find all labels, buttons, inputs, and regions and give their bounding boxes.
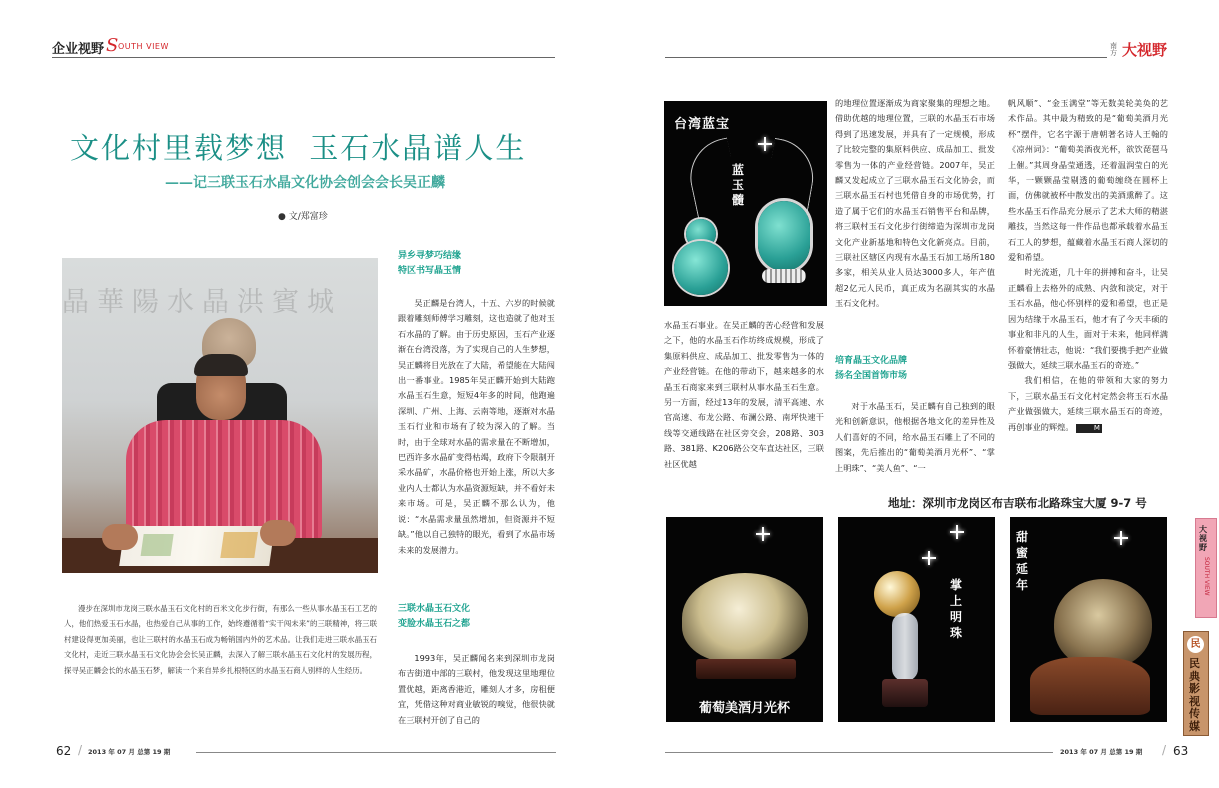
left-page-number: 62 (56, 744, 72, 758)
column5-paragraph-3-text: 我们相信，在他的带领和大家的努力下，三联水晶玉石文化村定然会将玉石水晶产业做强做大，延续三联水晶玉石的奇迹，再创事业的辉煌。 (1008, 375, 1168, 432)
blue-label: 台湾蓝宝 (674, 117, 731, 132)
right-footer (665, 744, 1195, 760)
logo-text: 大视野 (1122, 41, 1168, 59)
column2-text-1 (398, 296, 555, 558)
grape-cup-base (696, 659, 796, 679)
column4-paragraph-1: 的地理位置逐渐成为商家聚集的理想之地。借助优越的地理位置，三联的水晶玉石市场得到了迅速发展，并具有了一定规模，形成了比较完整的集原料供应、成品加工、批发零售为一体的产业经营链。2007年，吴正麟又发起成立了三联水晶玉石文化协会，而三联水晶玉石村也凭借自身的市场优势，打造了属于它们的水晶玉石销售平台和品牌，将三联村玉石文化步行街缔造为深圳市龙岗文化产业新基地和特色文化新亮点。目前，三联社区辖区内现有水晶玉石加工场所180多家，相关从业人员达3000多人，年产值超2亿元人民币，真正成为名副其实的水晶玉石文化村。 (835, 98, 995, 309)
palm-base (882, 679, 928, 707)
media-badge-text: 民典影视传媒 (1189, 657, 1200, 733)
article-subtitle: ——记三联玉石水晶文化协会创会会长吴正麟 (165, 175, 445, 191)
grape-cup-photo (666, 517, 823, 722)
person-hands (102, 524, 138, 550)
person-hair (194, 354, 248, 376)
blue-vertical-label: 蓝玉髓 (732, 163, 745, 207)
grape-label: 葡萄美酒月光杯 (698, 701, 790, 716)
column5-paragraph-1: 帆风顺”、“金玉满堂”等无数美轮美奂的艺术作品。其中最为精致的是“葡萄美酒月光杯”摆件，它名字源于唐朝著名诗人王翰的《凉州词》：“葡萄美酒夜光杯，欲饮琵琶马上催。”其周身晶莹通透，还着温润莹白的光华，一颗颗晶莹剔透的葡萄缠绕在圆杯上面，仿佛就被杯中散发出的美酒熏醉了。这些水晶玉石作品充分展示了艺术大师的精湛雕技，当然这每一件作品也都承载着水晶玉石工人的梦想，蕴藏着水晶玉石商人深切的爱和希望。 (1008, 98, 1168, 263)
column2-text-2 (398, 651, 555, 728)
oval-pendant-crystals (762, 269, 806, 283)
left-footer (56, 744, 556, 760)
grape-cup-sculpture (682, 573, 808, 663)
magazine (119, 526, 275, 566)
column5-paragraph-2: 时光流逝，几十年的拼搏和奋斗，让吴正麟看上去格外的成熟、内敛和淡定，对于玉石水晶，他心怀别样的爱和希望，也正是因为结缘于水晶玉石，他才有了今天丰硕的事业和非凡的人生，面对于未来，他同样满怀着豪情壮志，他说：“我们要携手把产业做强做大，延续三联水晶玉石的奇迹。” (1008, 267, 1168, 370)
section1-heading-line2: 特区书写晶玉情 (398, 266, 462, 276)
sweet-label: 甜蜜延年 (1016, 530, 1029, 592)
right-footer-slash: / (1162, 743, 1167, 757)
section3-heading-line2: 扬名全国首饰市场 (835, 371, 908, 381)
column5-text (1008, 96, 1168, 435)
left-footer-rule (196, 752, 556, 753)
crystal-ball (874, 571, 920, 617)
wood-base (1030, 657, 1150, 715)
end-mark: M (1076, 424, 1102, 433)
author-line: ● 文/郑富珍 (278, 212, 328, 222)
section1-heading (398, 249, 558, 279)
column2-paragraph-1: 吴正麟是台湾人，十五、六岁的时候就跟着雕刻师傅学习雕刻，这也造就了他对玉石水晶的了解。由于历史原因，玉石产业逐渐在台湾没落，为了实现自己的人生梦想，吴正麟将目光放在了大陆，希望能在大陆闯出一番事业。1985年吴正麟开始到大陆跑水晶玉石生意，短短4年多的时间，他跑遍深圳、广州、上海、云南等地，逐渐对水晶玉石行业和市场有了较为深入的了解。当时，由于全球对水晶的需求量在不断增加，巴西许多水晶矿变得枯竭，政府下令限制开采水晶矿，水晶价格也开始上涨，所以大多业内人士都认为水晶资源短缺，并不看好未来市场。可是，吴正麟不那么认为，他说：“水晶需求量虽然增加，但资源并不短缺。”他以自己独特的眼光，看到了水晶市场未来的发展潜力。 (398, 298, 555, 555)
intro-paragraph (64, 601, 377, 678)
side-tab-logo: 大视野 (1199, 525, 1207, 552)
portrait-photo (62, 258, 378, 573)
right-issue: 2013 年 07 月 总第 19 期 (1060, 748, 1143, 756)
section3-heading-line1: 培育晶玉文化品牌 (835, 356, 908, 366)
media-badge (1183, 631, 1209, 736)
sweet-longevity-photo (1010, 517, 1167, 722)
wall-sign-text: 晶華陽水晶洪賓城 (62, 287, 342, 318)
brand-letter: S (106, 35, 119, 56)
quartz-sculpture (1054, 579, 1152, 669)
person-shirt (126, 420, 322, 540)
wall-sign (62, 280, 378, 318)
intro-text: 漫步在深圳市龙岗三联水晶玉石文化村的百米文化步行街，有那么一些从事水晶玉石工艺的人，他们热爱玉石水晶，也热爱自己从事的工作，始终遵循着“实干闯未来”的三联精神，将三联村建设得更加美丽，也让三联村的水晶玉石成为畅销国内外的艺术品。让我们走进三联水晶玉石文化村，走近三联水晶玉石文化协会会长吴正麟，去深入了解三联水晶玉石文化村的发展历程，探寻吴正麟会长的水晶玉石梦，解读一个来自异乡扎根特区的水晶玉石商人别样的人生经历。 (64, 604, 377, 675)
column4-paragraph-2: 对于水晶玉石，吴正麟有自己独到的眼光和创新意识，他根据各地文化的差异性及人们喜好的不同，给水晶玉石雕上了不同的图案，先后推出的“葡萄美酒月光杯”、“掌上明珠”、“美人鱼”、“一 (835, 401, 995, 473)
article-title: 文化村里载梦想 玉石水晶谱人生 (70, 131, 527, 165)
side-tab-sub: SOUTH VIEW (1203, 557, 1210, 596)
section-label: 企业视野 (52, 42, 105, 57)
right-header-logo (1110, 40, 1180, 60)
right-page-number: 63 (1173, 744, 1189, 758)
section3-heading-visible (835, 354, 995, 384)
section1-heading-line1: 异乡寻梦巧结缘 (398, 251, 462, 261)
right-footer-rule (665, 752, 1053, 753)
column3-paragraph-1: 水晶玉石事业。在吴正麟的苦心经营和发展之下，他的水晶玉石作坊终成规模，形成了集原料供应、成品加工、批发零售为一体的产业经营链。在他的带动下，越来越多的水晶玉石商家来到三联村从事水晶玉石生意。另一方面，经过13年的发展，清平高速、水官高速、布龙公路、布澜公路、南坪快速干线等交通线路在社区旁交会，208路、303路、381路、K206路公交车直达社区，三联社区优越 (664, 320, 824, 469)
palm-hand (892, 613, 918, 681)
column4-text-1 (835, 96, 995, 312)
left-header-rule (52, 57, 555, 58)
section2-heading-line1: 三联水晶玉石文化 (398, 604, 471, 614)
brand-text: OUTH VIEW (118, 42, 169, 51)
logo-small: 南方 (1110, 42, 1117, 57)
column2-paragraph-2: 1993年，吴正麟闻名来到深圳市龙岗布吉街道中部的三联村，他发现这里地理位置优越，距离香港近，雕刻人才多，房租便宜，凭借这种对商业敏锐的嗅觉，他很快就在三联村开创了自己的 (398, 653, 555, 725)
palm-label: 掌上明珠 (950, 578, 963, 640)
media-badge-icon: 民 (1187, 636, 1204, 653)
side-tab (1195, 518, 1217, 618)
column5-paragraph-3 (1008, 373, 1168, 435)
address-line: 地址：深圳市龙岗区布吉联布北路珠宝大厦 9-7 号 (888, 496, 1147, 510)
blue-chalcedony-photo (664, 101, 827, 306)
column4-text-2 (835, 399, 995, 476)
section2-heading (398, 602, 558, 632)
column3-text-1 (664, 318, 824, 472)
palm-pearl-photo (838, 517, 995, 722)
left-footer-slash: / (78, 743, 83, 757)
section2-heading-line2: 变脸水晶玉石之都 (398, 619, 471, 629)
gourd-pendant-bottom (674, 241, 728, 295)
oval-pendant (758, 201, 810, 271)
left-issue: 2013 年 07 月 总第 19 期 (88, 748, 171, 756)
right-header-rule (665, 57, 1107, 58)
